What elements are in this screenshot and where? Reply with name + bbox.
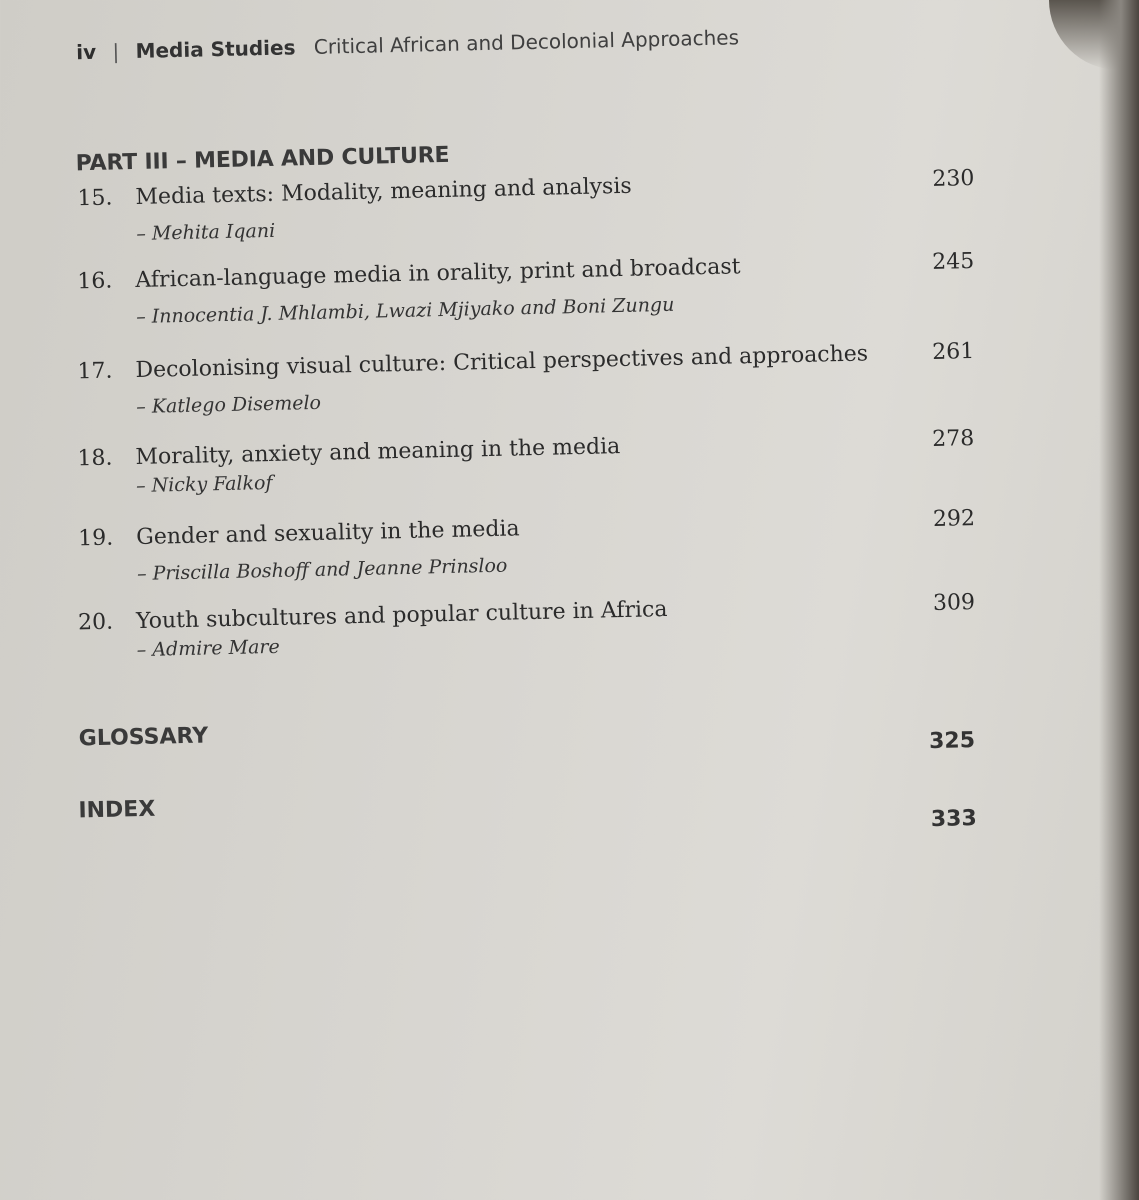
- chapter-page-number: 278: [931, 426, 975, 452]
- book-title: Media Studies: [135, 35, 296, 63]
- chapter-author: – Mehita Iqani: [136, 219, 276, 245]
- chapter-author: – Priscilla Boshoff and Jeanne Prinsloo: [136, 554, 508, 586]
- chapter-number: 18.: [77, 445, 113, 472]
- chapter-title: Decolonising visual culture: Critical perspectives and approaches: [135, 341, 869, 384]
- chapter-title: Youth subcultures and popular culture in Africa: [135, 597, 668, 635]
- running-head: [76, 25, 739, 64]
- chapter-title: Morality, anxiety and meaning in the media: [135, 434, 621, 471]
- page-edge-shadow: [1099, 0, 1139, 1200]
- chapter-page-number: 309: [932, 590, 976, 616]
- toc-entry-20: [77, 588, 1078, 662]
- chapter-number: 16.: [77, 268, 113, 295]
- chapter-number: 20.: [77, 609, 114, 636]
- chapter-page-number: 230: [932, 165, 975, 192]
- chapter-page-number: 261: [931, 338, 975, 365]
- glossary-page-number: 325: [928, 728, 976, 755]
- chapter-number: 19.: [77, 525, 114, 552]
- running-head-separator: |: [112, 39, 120, 64]
- chapter-author: – Innocentia J. Mhlambi, Lwazi Mjiyako and Boni Zungu: [135, 293, 675, 328]
- chapter-author: – Admire Mare: [136, 635, 280, 662]
- book-subtitle: Critical African and Decolonial Approaches: [313, 25, 740, 59]
- chapter-number: 17.: [77, 358, 113, 385]
- toc-entry-19: [77, 504, 1078, 586]
- chapter-title: Media texts: Modality, meaning and analysis: [135, 173, 632, 210]
- chapter-title: African-language media in orality, print and broadcast: [135, 254, 741, 293]
- toc-entry-18: [77, 424, 1077, 498]
- index-heading: INDEX: [78, 796, 156, 824]
- toc-entry-16: [77, 247, 1077, 328]
- page-folio: iv: [75, 39, 97, 65]
- chapter-title: Gender and sexuality in the media: [135, 516, 520, 551]
- chapter-page-number: 245: [931, 248, 975, 275]
- glossary-heading: GLOSSARY: [78, 723, 209, 752]
- toc-entry-17: [77, 337, 1077, 419]
- chapter-author: – Nicky Falkof: [135, 471, 273, 498]
- chapter-number: 15.: [77, 185, 113, 212]
- chapter-page-number: 292: [932, 506, 976, 532]
- index-page-number: 333: [930, 806, 978, 833]
- part-heading: PART III – MEDIA AND CULTURE: [75, 142, 450, 177]
- chapter-author: – Katlego Disemelo: [136, 391, 322, 419]
